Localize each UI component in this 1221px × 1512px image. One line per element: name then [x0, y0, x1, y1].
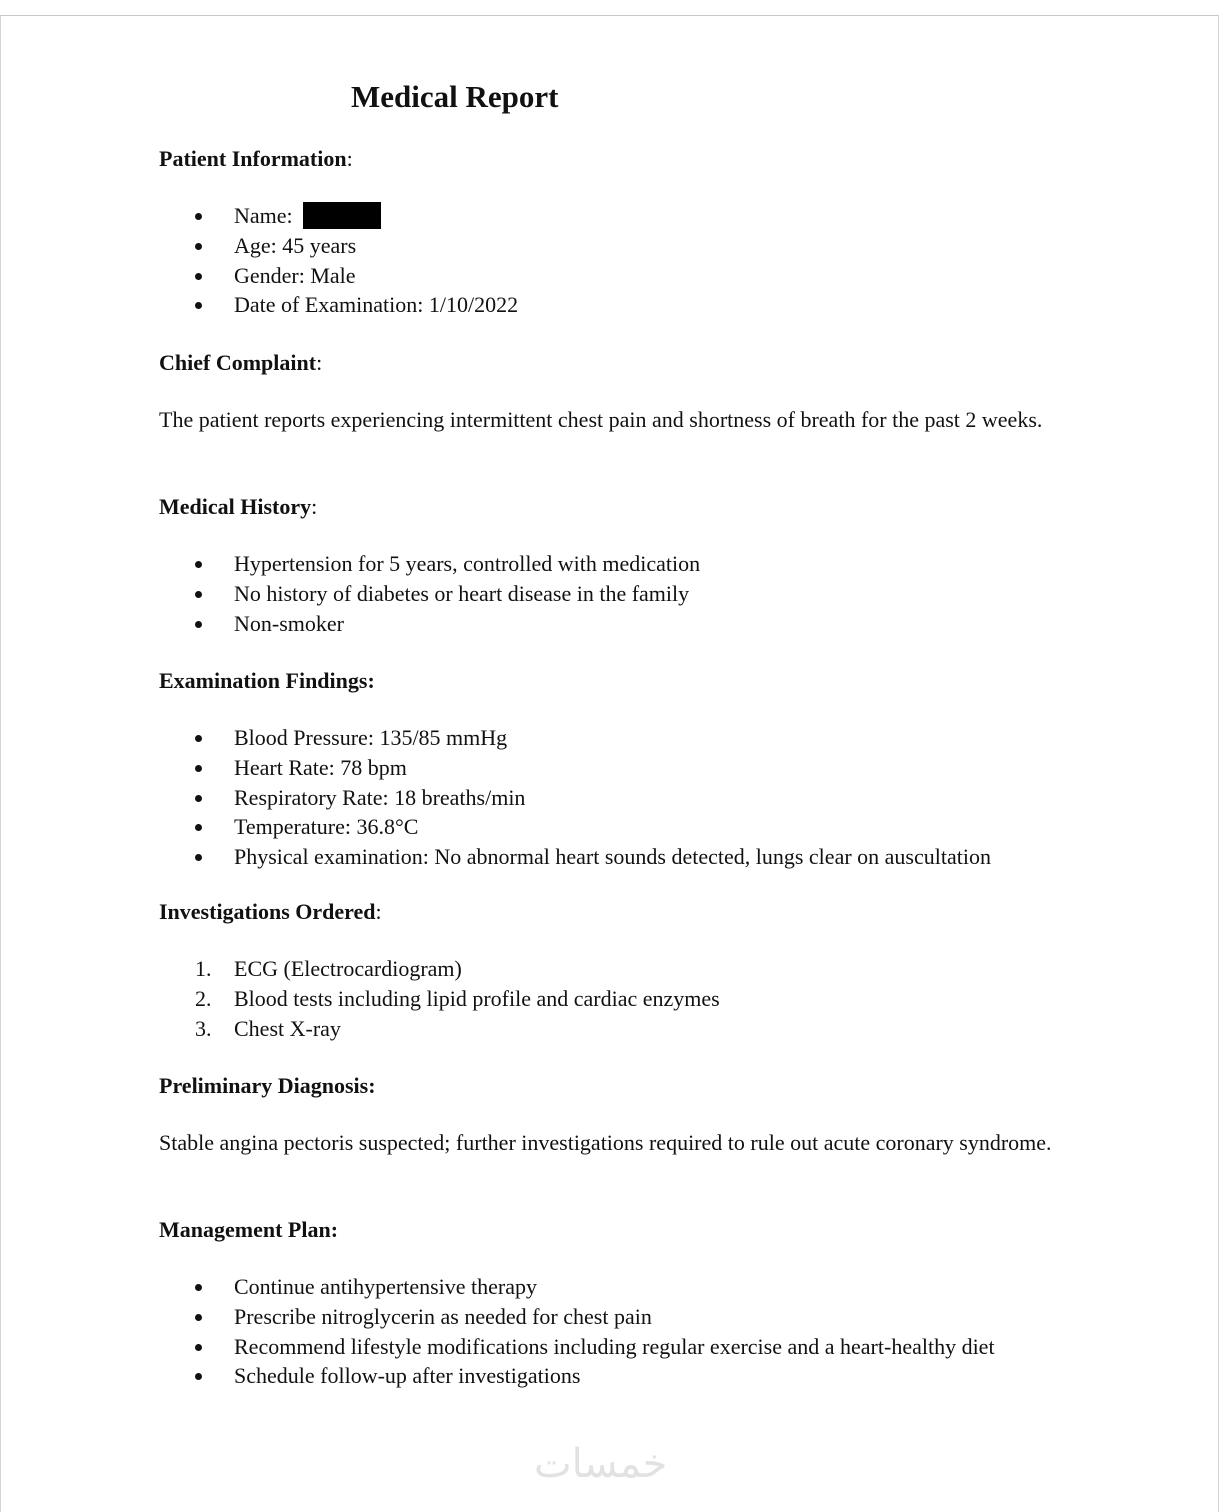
list-item: Hypertension for 5 years, controlled with medication: [1, 549, 700, 579]
list-item: Name:: [1, 201, 518, 231]
bullet-icon: [195, 1344, 202, 1351]
list-number: 1.: [195, 956, 212, 981]
patient-info-list: [1, 201, 518, 320]
preliminary-diagnosis-heading: Preliminary Diagnosis:: [159, 1073, 376, 1098]
bullet-icon: [195, 213, 202, 220]
document-page: [0, 15, 1219, 1512]
list-number: 3.: [195, 1015, 212, 1041]
list-item: Blood Pressure: 135/85 mmHg: [1, 723, 991, 753]
list-item: Age: 45 years: [1, 231, 518, 261]
chief-complaint-text: The patient reports experiencing intermittent chest pain and shortness of breath for the past 2 weeks.: [159, 407, 1043, 432]
patient-info-heading: Patient Information:: [159, 146, 353, 171]
bullet-icon: [195, 1284, 202, 1291]
bullet-icon: [195, 765, 202, 772]
list-item: Schedule follow-up after investigations: [1, 1361, 995, 1391]
management-plan-heading: Management Plan:: [159, 1217, 339, 1242]
bullet-icon: [195, 735, 202, 742]
list-item: 3. Chest X-ray: [1, 1014, 720, 1044]
list-item: Prescribe nitroglycerin as needed for chest pain: [1, 1302, 995, 1332]
bullet-icon: [195, 1314, 202, 1321]
list-item: Temperature: 36.8°C: [1, 812, 991, 842]
bullet-icon: [195, 824, 202, 831]
watermark-logo: خمسات: [534, 1441, 668, 1487]
investigations-heading: Investigations Ordered:: [159, 899, 382, 924]
bullet-icon: [195, 302, 202, 309]
preliminary-diagnosis-text: Stable angina pectoris suspected; further investigations required to rule out acute coronary syndrome.: [159, 1130, 1052, 1155]
bullet-icon: [195, 243, 202, 250]
bullet-icon: [195, 273, 202, 280]
bullet-icon: [195, 1373, 202, 1380]
bullet-icon: [195, 795, 202, 802]
chief-complaint-heading: Chief Complaint:: [159, 350, 323, 375]
list-item: Non-smoker: [1, 609, 700, 639]
list-item: Heart Rate: 78 bpm: [1, 753, 991, 783]
investigations-list: [1, 954, 720, 1043]
medical-history-heading: Medical History:: [159, 494, 318, 519]
page-title: Medical Report: [351, 79, 559, 114]
bullet-icon: [195, 621, 202, 628]
list-number: 2.: [195, 985, 212, 1011]
list-item: 1. ECG (Electrocardiogram): [1, 954, 720, 984]
list-item: Recommend lifestyle modifications including regular exercise and a heart-healthy diet: [1, 1332, 995, 1362]
examination-findings-heading: Examination Findings:: [159, 668, 375, 693]
list-item: 2. Blood tests including lipid profile and cardiac enzymes: [1, 984, 720, 1014]
list-item: Date of Examination: 1/10/2022: [1, 290, 518, 320]
management-plan-list: [1, 1272, 995, 1391]
list-item: Respiratory Rate: 18 breaths/min: [1, 783, 991, 813]
redacted-name-block: [303, 202, 381, 229]
list-item: Physical examination: No abnormal heart sounds detected, lungs clear on auscultation: [1, 842, 991, 872]
bullet-icon: [195, 591, 202, 598]
list-item: Gender: Male: [1, 261, 518, 291]
examination-findings-list: [1, 723, 991, 872]
list-item: No history of diabetes or heart disease in the family: [1, 579, 700, 609]
bullet-icon: [195, 561, 202, 568]
medical-history-list: [1, 549, 700, 638]
list-item: Continue antihypertensive therapy: [1, 1272, 995, 1302]
bullet-icon: [195, 854, 202, 861]
